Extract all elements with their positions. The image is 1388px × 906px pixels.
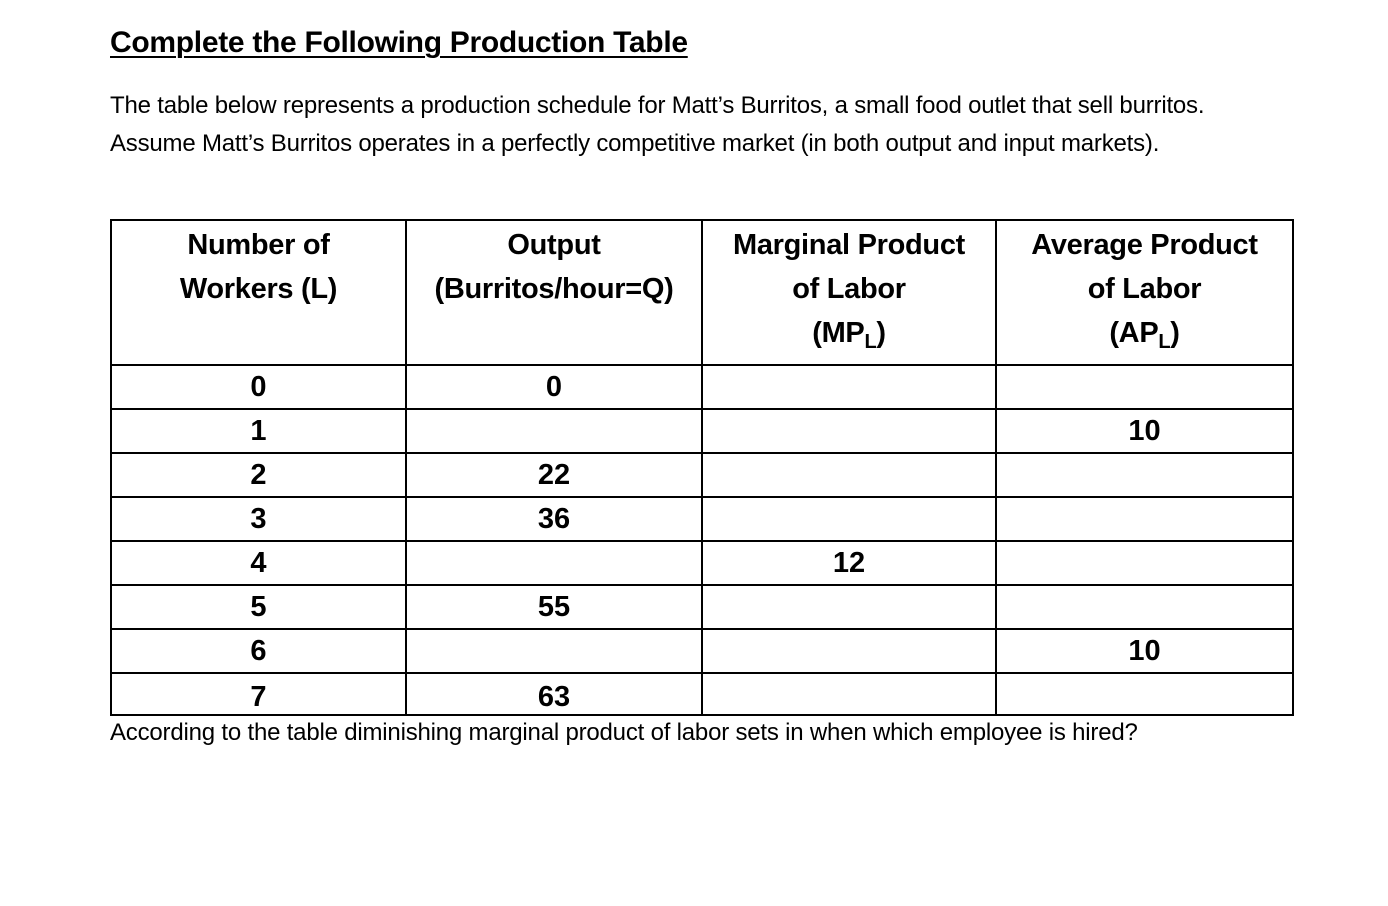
cell-workers: 7 (111, 673, 406, 715)
cell-output (406, 629, 702, 673)
cell-output (406, 541, 702, 585)
cell-output: 36 (406, 497, 702, 541)
header-apl-line1: Average Product (1031, 229, 1258, 261)
table-row (111, 629, 1293, 673)
cell-workers: 6 (111, 629, 406, 673)
table-row (111, 409, 1293, 453)
cell-apl: 10 (996, 629, 1293, 673)
cell-apl (996, 453, 1293, 497)
cell-output: 63 (406, 673, 702, 715)
cell-mpl (702, 409, 996, 453)
cell-mpl (702, 629, 996, 673)
cell-workers: 0 (111, 365, 406, 409)
cell-mpl (702, 497, 996, 541)
header-workers (111, 220, 406, 365)
header-apl-line3 (1109, 317, 1180, 353)
table-row (111, 673, 1293, 715)
header-apl (996, 220, 1293, 365)
cell-output (406, 409, 702, 453)
cell-apl (996, 497, 1293, 541)
cell-workers: 4 (111, 541, 406, 585)
table-row (111, 585, 1293, 629)
page-title: Complete the Following Production Table (110, 26, 688, 59)
cell-output: 0 (406, 365, 702, 409)
header-mpl-line2: of Labor (792, 273, 906, 305)
header-apl-subscript: L (1158, 331, 1171, 353)
cell-workers: 1 (111, 409, 406, 453)
cell-apl (996, 673, 1293, 715)
header-mpl-line1: Marginal Product (732, 229, 966, 261)
header-workers-line2: Workers (L) (179, 273, 338, 305)
header-mpl-suffix: ) (876, 317, 886, 349)
cell-workers: 3 (111, 497, 406, 541)
cell-apl (996, 541, 1293, 585)
header-apl-suffix: ) (1170, 317, 1180, 349)
table-row (111, 453, 1293, 497)
cell-mpl (702, 365, 996, 409)
header-mpl (702, 220, 996, 365)
cell-apl: 10 (996, 409, 1293, 453)
cell-output: 55 (406, 585, 702, 629)
table-row (111, 541, 1293, 585)
header-mpl-subscript: L (864, 331, 877, 353)
header-output (406, 220, 702, 365)
cell-mpl (702, 673, 996, 715)
cell-apl (996, 585, 1293, 629)
cell-mpl: 12 (702, 541, 996, 585)
table-row (111, 365, 1293, 409)
header-mpl-prefix: (MP (812, 317, 865, 349)
header-output-line2: (Burritos/hour=Q) (434, 273, 674, 305)
table-header-row (111, 220, 1293, 365)
intro-paragraph: The table below represents a production schedule for Matt’s Burritos, a small food outlet that sell burritos. Assume Matt’s Burritos operates in a perfectly competitive market (in both output and input markets). (110, 92, 1205, 157)
question-paragraph: According to the table diminishing marginal product of labor sets in when which employee is hired? (110, 719, 1138, 746)
header-apl-line2: of Labor (1087, 273, 1202, 305)
table-row (111, 497, 1293, 541)
cell-output: 22 (406, 453, 702, 497)
cell-mpl (702, 453, 996, 497)
cell-mpl (702, 585, 996, 629)
cell-workers: 5 (111, 585, 406, 629)
header-output-line1: Output (507, 229, 601, 261)
header-apl-prefix: (AP (1109, 317, 1159, 349)
production-table (110, 219, 1294, 716)
header-workers-line1: Number of (187, 229, 330, 261)
cell-workers: 2 (111, 453, 406, 497)
cell-apl (996, 365, 1293, 409)
header-mpl-line3 (812, 317, 886, 353)
